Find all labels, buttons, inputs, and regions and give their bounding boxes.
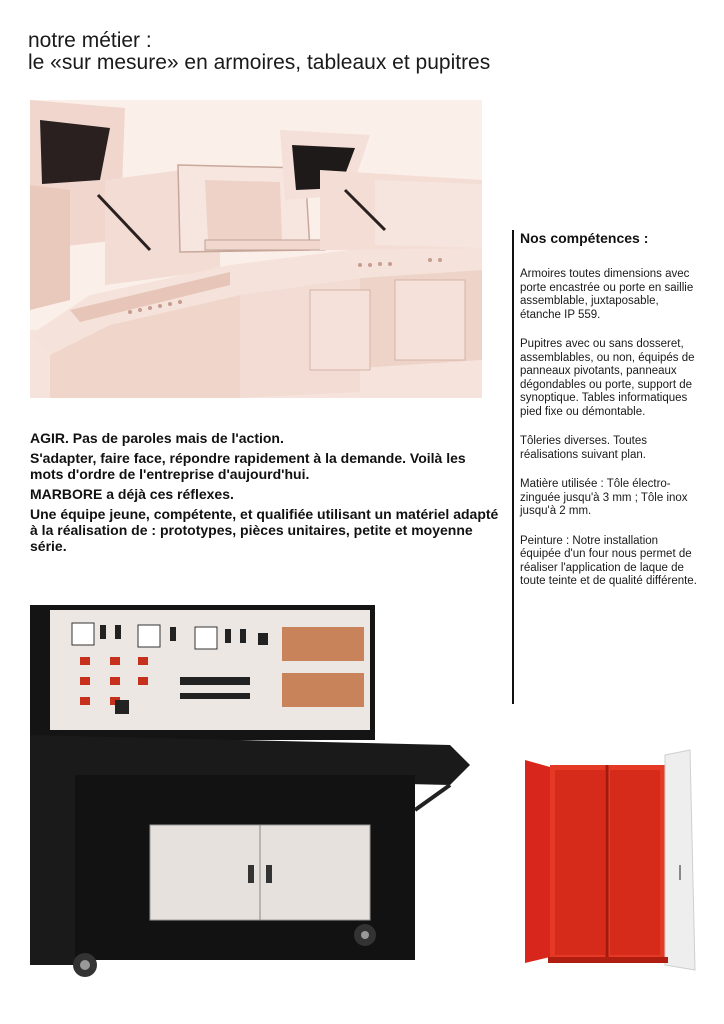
competence-armoires: Armoires toutes dimensions avec porte encastrée ou porte en saillie assemblable, juxtaposable, étanche IP 559. — [520, 268, 694, 321]
title-line-1: notre métier : — [28, 29, 152, 52]
control-desks-photo — [30, 100, 482, 398]
title-line-2: le «sur mesure» en armoires, tableaux et pupitres — [28, 51, 491, 74]
competence-peinture: Peinture : Notre installation équipée d'un four nous permet de réaliser l'application de laque de toute teinte et de qualité différente. — [520, 534, 697, 587]
competences-column — [512, 230, 702, 704]
intro-adapter: S'adapter, faire face, répondre rapidement à la demande. Voilà les mots d'ordre de l'entreprise d'aujourd'hui. — [30, 450, 466, 482]
intro-text — [30, 430, 500, 558]
competence-matiere: Matière utilisée : Tôle électro-zinguée jusqu'à 3 mm ; Tôle inox jusqu'à 2 mm. — [520, 478, 688, 517]
intro-equipe: Une équipe jeune, compétente, et qualifiée utilisant un matériel adapté à la réalisation de : prototypes, pièces unitaires, petite et moyenne série. — [30, 506, 499, 554]
red-cabinet-photo — [520, 745, 696, 980]
page-title — [28, 30, 490, 74]
intro-marbore: MARBORE a déjà ces réflexes. — [30, 486, 234, 502]
intro-agir: AGIR. Pas de paroles mais de l'action. — [30, 430, 284, 446]
console-cabinet-photo — [30, 585, 470, 990]
competence-pupitres: Pupitres avec ou sans dosseret, assemblables, ou non, équipés de panneaux pivotants, panneaux dégondables ou porte, support de synoptique. Tables informatiques pied fixe ou démontable. — [520, 338, 695, 418]
competences-title: Nos compétences : — [520, 230, 649, 246]
competence-toleries: Tôleries diverses. Toutes réalisations suivant plan. — [520, 435, 647, 461]
